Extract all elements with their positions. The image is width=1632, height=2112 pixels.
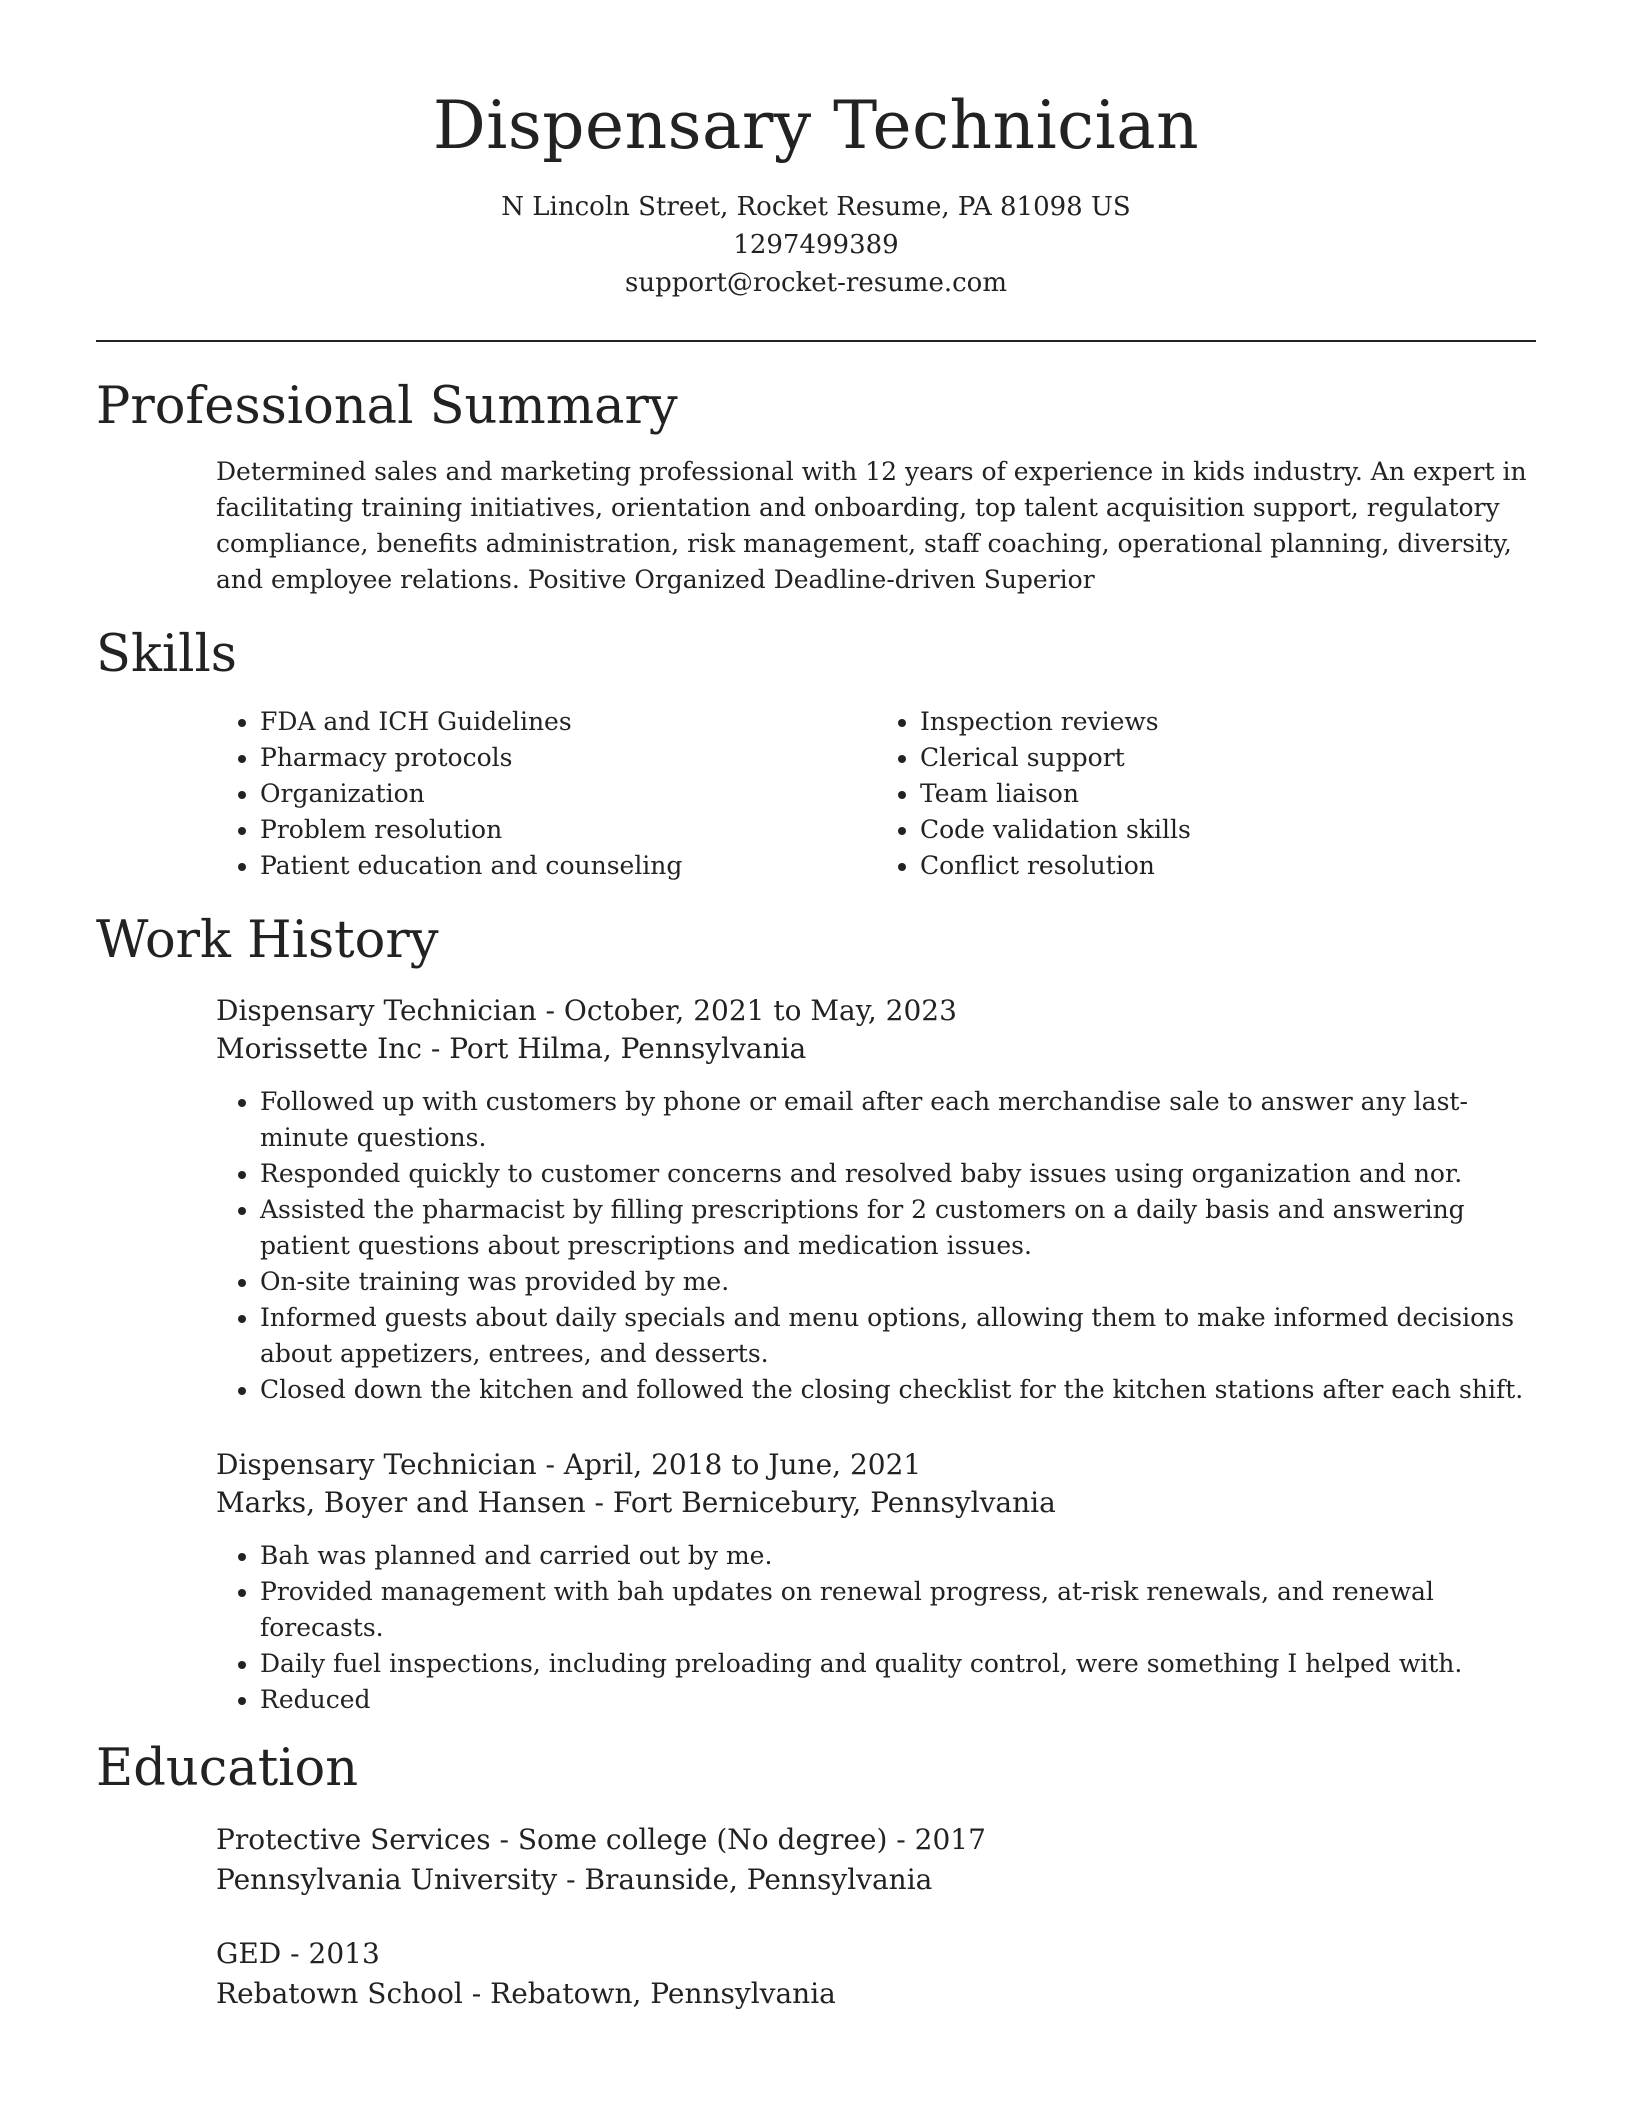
skill-item: • Problem resolution: [260, 812, 876, 848]
skills-heading: Skills: [96, 625, 237, 684]
skill-item: • Code validation skills: [920, 812, 1536, 848]
job-bullet: • Provided management with bah updates on renewal progress, at-risk renewals, and renewal forecasts.: [260, 1574, 1536, 1646]
job-bullet: • Followed up with customers by phone or email after each merchandise sale to answer any last-minute questions.: [260, 1084, 1536, 1156]
contact-block: [96, 188, 1536, 302]
job-employer-location: Morissette Inc - Port Hilma, Pennsylvania: [216, 1032, 807, 1065]
education-heading: Education: [96, 1739, 359, 1798]
job-title-dates: Dispensary Technician - October, 2021 to May, 2023: [216, 994, 957, 1027]
education-entry: [96, 1934, 1536, 2014]
skills-column-left: [216, 704, 876, 884]
school-line: Pennsylvania University - Braunside, Pennsylvania: [216, 1863, 933, 1896]
job-bullet: • Daily fuel inspections, including preloading and quality control, were something I helped with.: [260, 1646, 1536, 1682]
education-entry: [96, 1820, 1536, 1900]
job-title-dates: Dispensary Technician - April, 2018 to June, 2021: [216, 1448, 922, 1481]
skill-item: • Organization: [260, 776, 876, 812]
summary-text: Determined sales and marketing professional with 12 years of experience in kids industry. An expert in facilitating training initiatives, orientation and onboarding, top talent acquisition support, regulatory compliance, benefits administration, risk management, staff coaching, operational planning, diversity, and employee relations. Positive Organized Deadline-driven Superior: [216, 457, 1527, 594]
job-bullet: • Bah was planned and carried out by me.: [260, 1538, 1536, 1574]
contact-address: N Lincoln Street, Rocket Resume, PA 81098 US: [501, 192, 1131, 222]
header-divider: [96, 340, 1536, 342]
summary-heading: Professional Summary: [96, 377, 678, 436]
job-bullet: • Closed down the kitchen and followed the closing checklist for the kitchen stations after each shift.: [260, 1372, 1536, 1408]
skill-item: • Patient education and counseling: [260, 848, 876, 884]
degree-line: GED - 2013: [216, 1937, 380, 1970]
job-bullet: • Assisted the pharmacist by filling prescriptions for 2 customers on a daily basis and answering patient questions about prescriptions and medication issues.: [260, 1192, 1536, 1264]
degree-line: Protective Services - Some college (No degree) - 2017: [216, 1823, 986, 1856]
skills-grid: [96, 704, 1536, 884]
job-bullet: • Informed guests about daily specials and menu options, allowing them to make informed decisions about appetizers, entrees, and desserts.: [260, 1300, 1536, 1372]
work-history-heading: Work History: [96, 911, 439, 970]
job-bullet: • On-site training was provided by me.: [260, 1264, 1536, 1300]
resume-header: [96, 0, 1536, 302]
job-entry: [96, 1446, 1536, 1718]
skills-column-right: [876, 704, 1536, 884]
skill-item: • Team liaison: [920, 776, 1536, 812]
school-line: Rebatown School - Rebatown, Pennsylvania: [216, 1977, 836, 2010]
candidate-name: Dispensary Technician: [432, 87, 1200, 164]
skill-item: • Pharmacy protocols: [260, 740, 876, 776]
skill-item: • Inspection reviews: [920, 704, 1536, 740]
skill-item: • Clerical support: [920, 740, 1536, 776]
skill-item: • FDA and ICH Guidelines: [260, 704, 876, 740]
job-bullets: [216, 1084, 1536, 1408]
job-entry: [96, 992, 1536, 1408]
skill-item: • Conflict resolution: [920, 848, 1536, 884]
job-bullet: • Responded quickly to customer concerns and resolved baby issues using organization and nor.: [260, 1156, 1536, 1192]
job-bullet: • Reduced: [260, 1682, 1536, 1718]
job-employer-location: Marks, Boyer and Hansen - Fort Bernicebury, Pennsylvania: [216, 1486, 1056, 1519]
job-bullets: [216, 1538, 1536, 1718]
contact-email: support@rocket-resume.com: [624, 268, 1007, 298]
contact-phone: 1297499389: [733, 230, 899, 260]
